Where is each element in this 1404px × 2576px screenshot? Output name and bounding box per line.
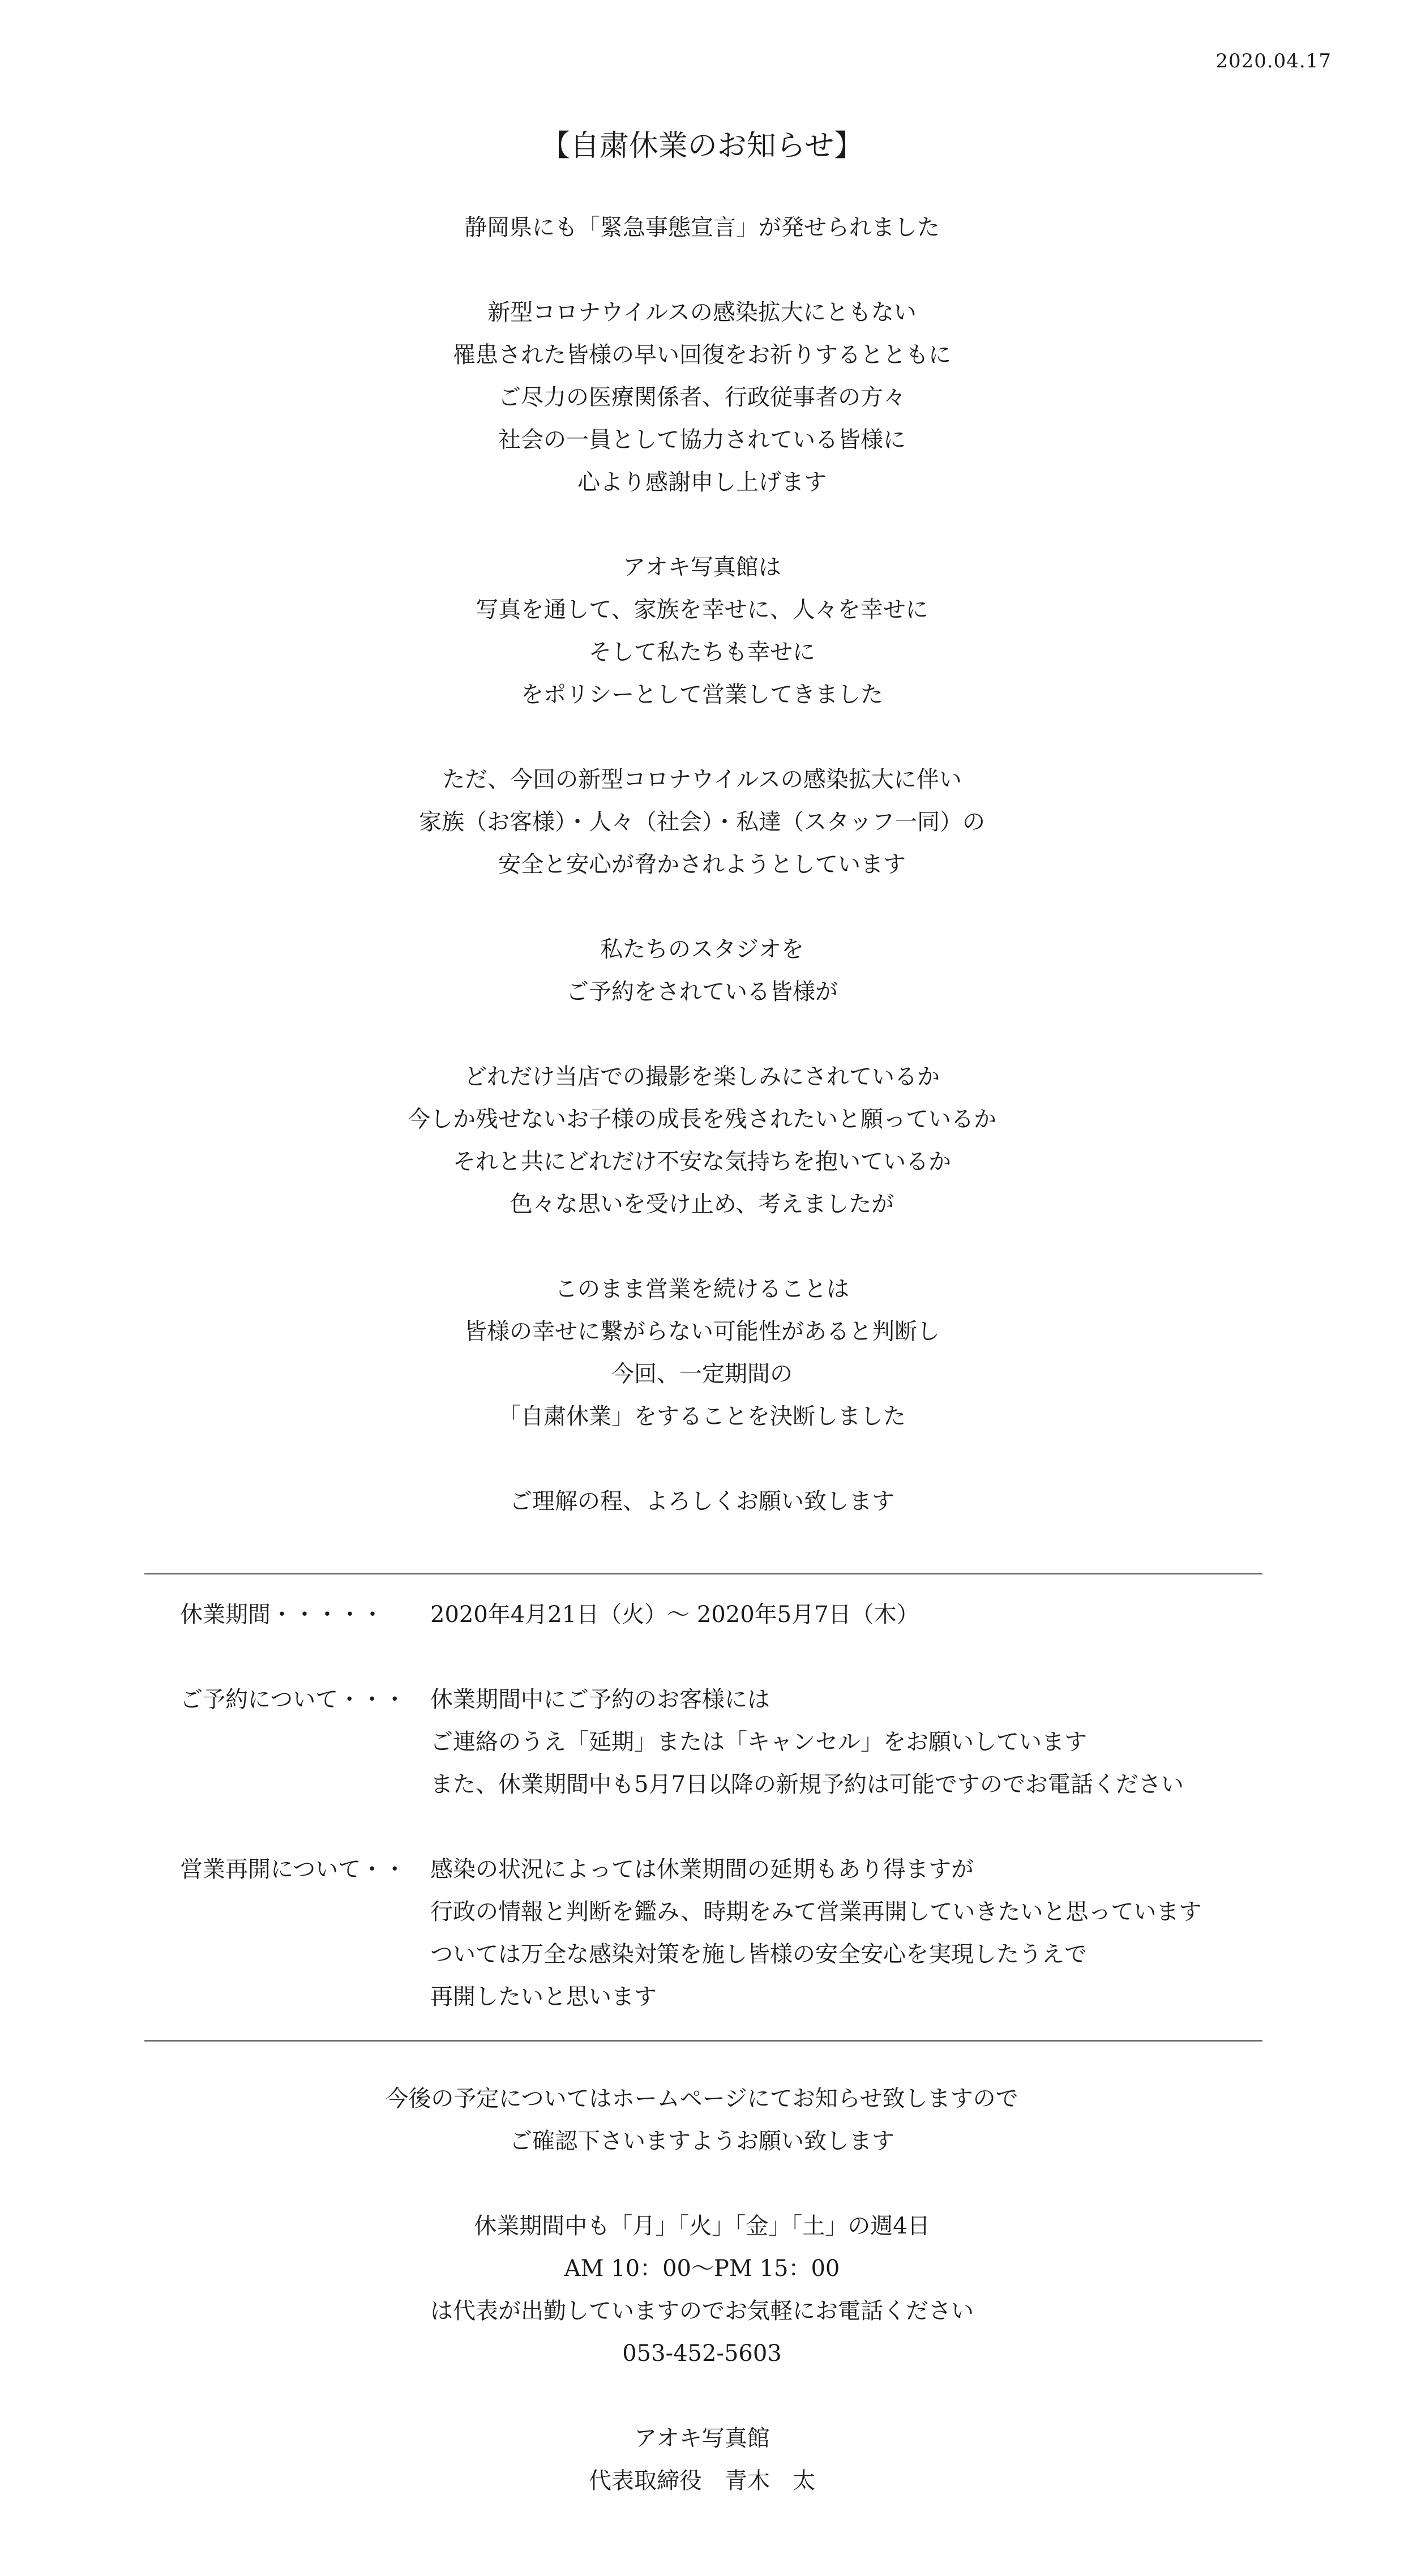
intro-line: 社会の一員として協力されている皆様に (498, 427, 906, 453)
reservations-row (180, 1679, 1201, 1806)
intro-line: 静岡県にも「緊急事態宣言」が発せられました (464, 215, 940, 241)
intro-line-blank (0, 886, 1404, 928)
intro-line: ただ、今回の新型コロナウイルスの感染拡大に伴い (442, 767, 962, 793)
intro-line: 今回、一定期間の (611, 1361, 793, 1387)
intro-line: をポリシーとして営業してきました (521, 682, 883, 708)
intro-line: 家族（お客様）・人々（社会）・私達（スタッフ一同）の (419, 809, 985, 835)
footer-line-blank (0, 2375, 1404, 2417)
intro-line: どれだけ当店での撮影を楽しみにされているか (464, 1064, 940, 1090)
reservations-line: 休業期間中にご予約のお客様には (430, 1687, 770, 1713)
intro-line: 「自粛休業」をすることを決断しました (498, 1403, 906, 1430)
intro-line-blank (0, 716, 1404, 759)
intro-line: それと共にどれだけ不安な気持ちを抱いているか (453, 1149, 951, 1175)
footer-message (0, 2078, 1404, 2502)
intro-line: ご理解の程、よろしくお願い致します (510, 1488, 894, 1514)
notice-date: 2020.04.17 (1215, 50, 1332, 72)
intro-line-blank (0, 249, 1404, 292)
reservations-text (430, 1679, 1184, 1806)
intro-line: 写真を通して、家族を幸せに、人々を幸せに (476, 597, 928, 623)
closure-period-text: 2020年4月21日（火）～ 2020年5月7日（木） (430, 1602, 919, 1628)
section-divider-bottom (144, 2040, 1262, 2042)
closure-period-value (430, 1594, 919, 1636)
footer-line: は代表が出勤していますのでお気軽にお電話ください (430, 2298, 974, 2324)
intro-line: 罹患された皆様の早い回復をお祈りするとともに (453, 342, 951, 368)
intro-line-blank (0, 1226, 1404, 1268)
phone-number: 053-452-5603 (622, 2340, 782, 2367)
intro-line: 心より感謝申し上げます (577, 469, 827, 495)
intro-line: 色々な思いを受け止め、考えましたが (510, 1191, 894, 1217)
representative-signature: 代表取締役 青木 太 (589, 2468, 815, 2494)
reopening-line: 感染の状況によっては休業期間の延期もあり得ますが (430, 1856, 974, 1882)
notice-title: 【自粛休業のお知らせ】 (540, 129, 864, 163)
footer-line: ご確認下さいますようお願い致します (510, 2128, 894, 2154)
reopening-row (180, 1848, 1201, 2018)
intro-line: そして私たちも幸せに (589, 639, 815, 665)
closure-details (180, 1594, 1201, 2018)
intro-line: ご尽力の医療関係者、行政従事者の方々 (498, 384, 906, 410)
intro-line: このまま営業を続けることは (555, 1276, 849, 1302)
info-spacer (180, 1636, 1201, 1679)
intro-line: 今しか残せないお子様の成長を残されたいと願っているか (408, 1106, 996, 1132)
footer-line: 今後の予定についてはホームページにてお知らせ致しますので (386, 2086, 1018, 2112)
intro-line: 安全と安心が脅かされようとしています (498, 851, 906, 878)
intro-line: 皆様の幸せに繋がらない可能性があると判断し (464, 1319, 940, 1345)
footer-line: 休業期間中も「月」「火」「金」「土」の週4日 (474, 2213, 930, 2239)
footer-line-blank (0, 2163, 1404, 2205)
reopening-line: 再開したいと思います (430, 1984, 657, 2010)
intro-line: 新型コロナウイルスの感染拡大にともない (487, 299, 917, 326)
intro-message (0, 207, 1404, 1523)
intro-line-blank (0, 504, 1404, 546)
intro-line: 私たちのスタジオを (600, 936, 804, 962)
intro-line: アオキ写真館は (623, 554, 781, 580)
reservations-line: ご連絡のうえ「延期」または「キャンセル」をお願いしています (430, 1729, 1087, 1755)
reopening-line: 行政の情報と判断を鑑み、時期をみて営業再開していきたいと思っています (430, 1899, 1202, 1925)
closure-period-label: 休業期間・・・・・ (180, 1602, 384, 1628)
intro-line-blank (0, 1013, 1404, 1056)
reservations-label: ご予約について・・・ (180, 1687, 406, 1713)
info-spacer (180, 1806, 1201, 1848)
reopening-line: ついては万全な感染対策を施し皆様の安全安心を実現したうえで (430, 1941, 1087, 1967)
opening-hours: AM 10：00～PM 15：00 (564, 2256, 840, 2282)
closure-period-row (180, 1594, 1201, 1636)
reservations-line: また、休業期間中も5月7日以降の新規予約は可能ですのでお電話ください (430, 1771, 1184, 1798)
reopening-label: 営業再開について・・ (180, 1856, 406, 1882)
intro-line: ご予約をされている皆様が (566, 979, 838, 1005)
reopening-text (430, 1848, 1201, 2018)
section-divider-top (144, 1573, 1262, 1574)
intro-line-blank (0, 1438, 1404, 1480)
studio-name: アオキ写真館 (634, 2425, 770, 2451)
